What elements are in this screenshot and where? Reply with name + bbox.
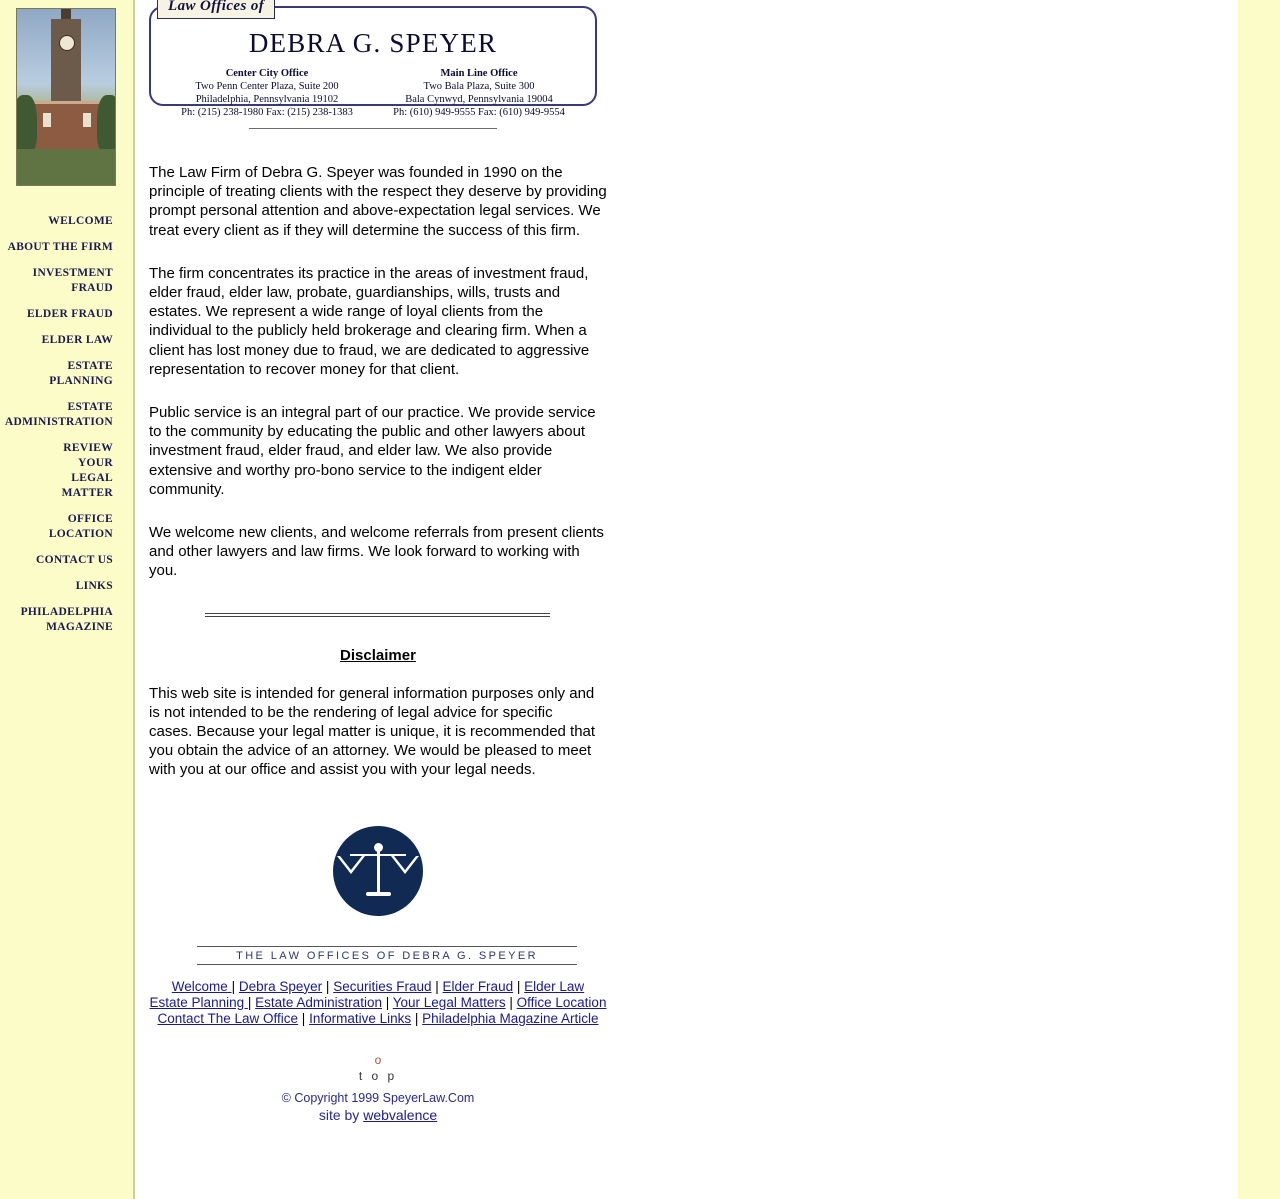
scales-of-justice-icon [333, 826, 423, 916]
footer-links-row-2 [149, 995, 607, 1011]
divider-top [249, 128, 497, 129]
footer-link-securities-fraud[interactable]: Securities Fraud [333, 978, 432, 994]
sidebar-link-about-the-firm[interactable]: ABOUT THE FIRM [7, 241, 113, 253]
sidebar-item-office-location[interactable] [0, 512, 113, 542]
disclaimer-text: This web site is intended for general information purposes only and is not intended to be the rendering of legal advice for specific cases. Because your legal matter is unique, it is recommended that you obtain the advice of an attorney. We would be pleased to meet with you at our office and assist you with your legal needs. [149, 684, 596, 779]
sidebar-link-office-location[interactable]: OFFICE LOCATION [48, 513, 113, 540]
letterhead-tag: Law Offices of [157, 0, 275, 19]
seal-wrap [149, 826, 607, 920]
footer-separator: | [435, 978, 439, 994]
photo-window [43, 113, 51, 127]
footer-separator: | [247, 994, 252, 1010]
intro-paragraph-2: The firm concentrates its practice in the areas of investment fraud, elder fraud, elder law, probate, guardianships, wills, trusts and estates. We represent a wide range of loyal clients from the individual to the publicly held brokerage and clearing firm. When a client has lost money due to fraud, we are dedicated to aggressive representation to recover money for that client. [149, 264, 590, 378]
footer-links [149, 979, 607, 1027]
footer-links-row-3 [149, 1011, 607, 1027]
footer-separator: | [414, 1010, 419, 1026]
footer-separator: | [509, 994, 513, 1010]
photo-tree [16, 95, 37, 153]
office-address-line2: Philadelphia, Pennsylvania 19102 [195, 94, 339, 105]
footer-title: THE LAW OFFICES OF DEBRA G. SPEYER [197, 950, 577, 965]
sidebar-link-estate-planning[interactable]: ESTATE PLANNING [49, 360, 113, 387]
footer-link-philadelphia-magazine-article[interactable]: Philadelphia Magazine Article [422, 1010, 599, 1026]
sidebar-link-review-your-legal-matter[interactable]: REVIEW YOUR LEGAL MATTER [61, 442, 113, 499]
sidebar-link-elder-law[interactable]: ELDER LAW [41, 334, 113, 346]
sidebar-link-contact-us[interactable]: CONTACT US [35, 554, 113, 566]
seal-pan-right-inner [394, 856, 416, 870]
letterhead [149, 0, 597, 118]
footer-link-welcome[interactable]: Welcome [171, 978, 232, 994]
footer-link-estate-administration[interactable]: Estate Administration [255, 994, 382, 1010]
footer-link-debra-speyer[interactable]: Debra Speyer [238, 978, 323, 994]
office-address-line2: Bala Cynwyd, Pennsylvania 19004 [405, 94, 553, 105]
office-phone: Ph: (215) 238-1980 Fax: (215) 238-1383 [181, 107, 353, 118]
top-marker-icon[interactable]: o [374, 1052, 382, 1067]
footer-link-contact-the-law-office[interactable]: Contact The Law Office [157, 1010, 299, 1026]
office-main-line [393, 67, 565, 119]
disclaimer-heading: Disclaimer [340, 646, 416, 664]
sidebar-item-investment-fraud[interactable] [0, 266, 113, 296]
seal-pan-left-inner [340, 856, 362, 870]
photo-lawn [17, 149, 115, 186]
office-phone: Ph: (610) 949-9555 Fax: (610) 949-9554 [393, 107, 565, 118]
footer-link-elder-law[interactable]: Elder Law [524, 978, 585, 994]
photo-window [83, 113, 91, 127]
sidebar-item-elder-law[interactable] [0, 333, 113, 348]
intro-paragraph-1: The Law Firm of Debra G. Speyer was founded in 1990 on the principle of treating clients with the respect they deserve by providing prompt personal attention and above-expectation legal services. We treat every client as if they will determine the success of this firm. [149, 164, 607, 239]
divider-middle [205, 613, 550, 617]
sidebar-item-links[interactable] [0, 579, 113, 594]
copyright-text: © Copyright 1999 SpeyerLaw.Com [281, 1090, 475, 1105]
office-address-line1: Two Penn Center Plaza, Suite 200 [195, 81, 339, 92]
seal-post [377, 848, 380, 894]
site-by-link[interactable]: webvalence [363, 1106, 438, 1123]
footer-separator: | [385, 994, 390, 1010]
sidebar-item-estate-administration[interactable] [0, 400, 113, 430]
office-address-line1: Two Bala Plaza, Suite 300 [423, 81, 535, 92]
sidebar-link-estate-administration[interactable]: ESTATE ADMINISTRATION [4, 401, 113, 428]
back-to-top-link[interactable]: t o p [358, 1068, 398, 1083]
sidebar-item-estate-planning[interactable] [0, 359, 113, 389]
footer-separator: | [301, 1010, 306, 1026]
intro-paragraph-3: Public service is an integral part of our practice. We provide service to the community by educating the public and other lawyers about investment fraud, elder fraud, and elder law. We also provide extensive and worthy pro-bono service to the indigent elder community. [149, 404, 596, 498]
sidebar-nav [0, 214, 133, 635]
sidebar-item-welcome[interactable] [0, 214, 113, 229]
footer-link-elder-fraud[interactable]: Elder Fraud [442, 978, 514, 994]
sidebar-link-investment-fraud[interactable]: INVESTMENT FRAUD [32, 267, 113, 294]
clock-icon [59, 35, 75, 51]
footer-link-office-location[interactable]: Office Location [516, 994, 607, 1010]
right-margin-strip [1238, 0, 1280, 1199]
site-by-prefix: site by [318, 1106, 364, 1123]
sidebar-item-philadelphia-magazine[interactable] [0, 605, 113, 635]
footer-separator: | [231, 978, 236, 994]
sidebar-link-links[interactable]: LINKS [75, 580, 113, 592]
sidebar-item-review-your-legal-matter[interactable] [0, 441, 113, 501]
office-city: Center City Office [225, 68, 309, 79]
independence-hall-photo [16, 8, 116, 186]
site-by [149, 1107, 607, 1123]
sidebar-item-contact-us[interactable] [0, 553, 113, 568]
footer-divider [197, 946, 577, 947]
sidebar-link-elder-fraud[interactable]: ELDER FRAUD [26, 308, 113, 320]
intro-paragraph-4: We welcome new clients, and welcome referrals from present clients and other lawyers and law firms. We look forward to working with you. [149, 524, 604, 580]
photo-tower [51, 19, 81, 105]
sidebar-link-philadelphia-magazine[interactable]: PHILADELPHIA MAGAZINE [20, 606, 113, 633]
sidebar [0, 0, 135, 1199]
sidebar-item-about-the-firm[interactable] [0, 240, 113, 255]
office-columns [161, 67, 585, 119]
footer-separator: | [325, 978, 330, 994]
footer-link-estate-planning[interactable]: Estate Planning [149, 994, 248, 1010]
main-content [135, 0, 1249, 1199]
photo-tree [97, 95, 116, 153]
footer-links-row-1 [149, 979, 607, 995]
sidebar-item-elder-fraud[interactable] [0, 307, 113, 322]
firm-name: DEBRA G. SPEYER [248, 28, 498, 58]
seal-base [366, 892, 391, 896]
office-center-city [181, 67, 353, 119]
footer-link-your-legal-matters[interactable]: Your Legal Matters [392, 994, 506, 1010]
footer-separator: | [516, 978, 521, 994]
sidebar-link-welcome[interactable]: WELCOME [48, 215, 113, 227]
footer-link-informative-links[interactable]: Informative Links [309, 1010, 412, 1026]
office-city: Main Line Office [440, 68, 518, 79]
letterhead-box [149, 0, 597, 118]
